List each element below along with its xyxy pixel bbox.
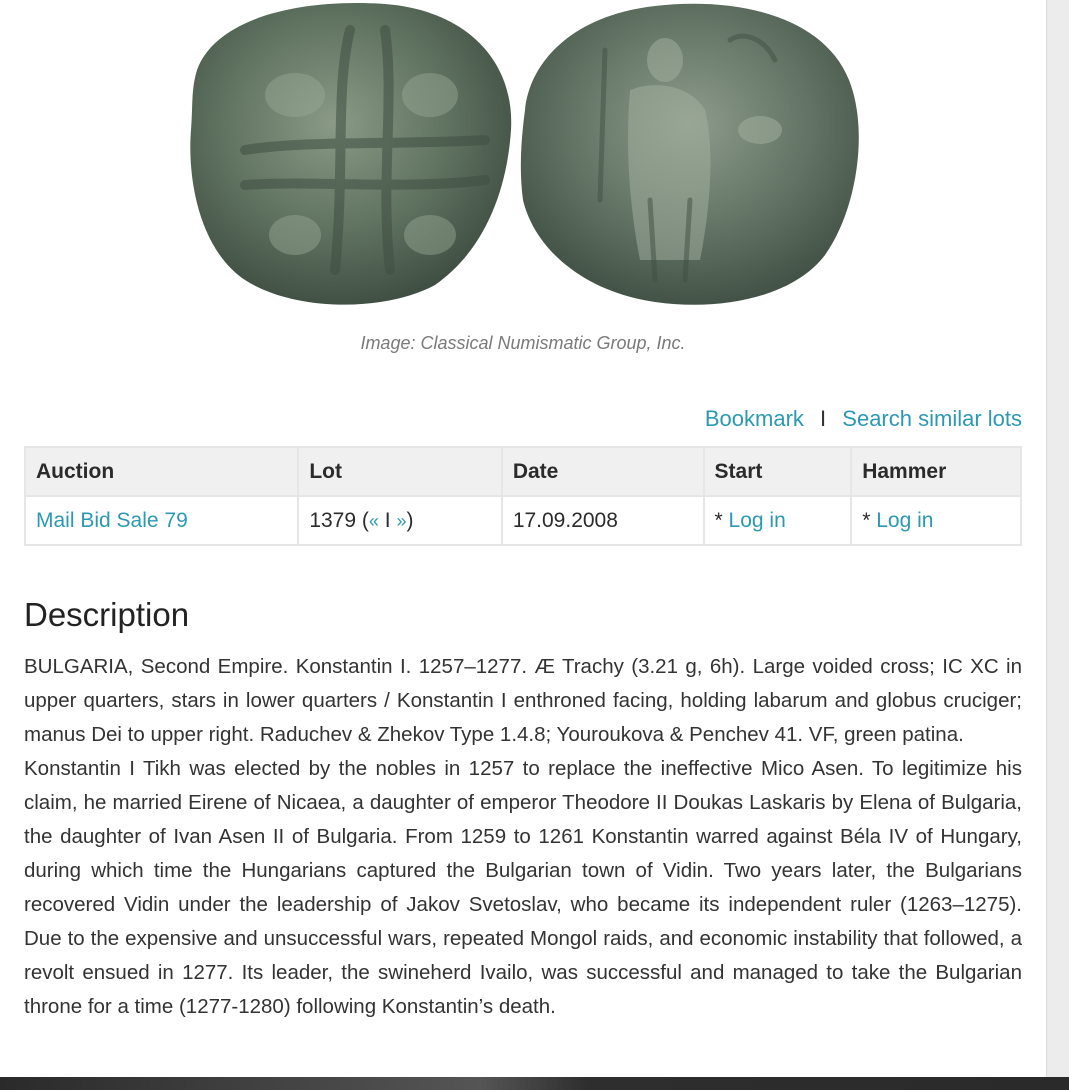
description-heading: Description bbox=[24, 596, 190, 633]
start-cell bbox=[704, 496, 852, 545]
previous-lot-link[interactable]: « bbox=[368, 510, 379, 531]
column-header-lot: Lot bbox=[298, 447, 501, 496]
table-header-row bbox=[25, 447, 1021, 496]
start-login-link[interactable]: Log in bbox=[728, 508, 786, 532]
search-similar-lots-link[interactable]: Search similar lots bbox=[842, 406, 1022, 431]
coin-photo bbox=[185, 0, 865, 310]
lot-nav-separator: I bbox=[384, 508, 391, 532]
hammer-asterisk: * bbox=[862, 508, 871, 532]
right-sidebar-edge bbox=[1046, 0, 1069, 1090]
description-paragraph-2: Konstantin I Tikh was elected by the nobles in 1257 to replace the ineffective Mico Asen. To legitimize his claim, he married Eirene of Nicaea, a daughter of emperor Theodore II Doukas Laskaris by Elena of Bulgaria, the daughter of Ivan Asen II of Bulgaria. From 1259 to 1261 Konstantin warred against Béla IV of Hungary, during which time the Hungarians captured the Bulgarian town of Vidin. Two years later, the Bulgarians recovered Vidin under the leadership of Jakov Svetoslav, who became its independent ruler (1263–1275). Due to the expensive and unsuccessful wars, repeated Mongol raids, and economic instability that followed, a revolt ensued in 1277. Its leader, the swineherd Ivailo, was successful and managed to take the Bulgarian throne for a time (1277-1280) following Konstantin’s death. bbox=[24, 757, 1022, 1018]
start-asterisk: * bbox=[714, 508, 723, 532]
auction-cell bbox=[25, 496, 298, 545]
auction-table bbox=[24, 446, 1022, 546]
date-cell: 17.09.2008 bbox=[502, 496, 704, 545]
column-header-auction: Auction bbox=[25, 447, 298, 496]
description-paragraph-1: BULGARIA, Second Empire. Konstantin I. 1257–1277. Æ Trachy (3.21 g, 6h). Large voided cross; IC XC in upper quarters, stars in lower quarters / Konstantin I enthroned facing, holding labarum and globus cruciger; manus Dei to upper right. Raduchev & Zhekov Type 1.4.8; Youroukova & Penchev 41. VF, green patina. bbox=[24, 655, 1022, 746]
bookmark-link[interactable]: Bookmark bbox=[704, 406, 804, 431]
image-caption: Image: Classical Numismatic Group, Inc. bbox=[360, 333, 686, 353]
column-header-hammer: Hammer bbox=[851, 447, 1021, 496]
column-header-start: Start bbox=[704, 447, 852, 496]
lot-paren-open: ( bbox=[361, 508, 369, 532]
lot-cell bbox=[298, 496, 501, 545]
actions-separator: I bbox=[820, 406, 827, 431]
column-header-date: Date bbox=[502, 447, 704, 496]
lot-actions bbox=[705, 406, 1022, 432]
coin-image[interactable] bbox=[185, 0, 865, 310]
next-lot-link[interactable]: » bbox=[396, 510, 407, 531]
table-row bbox=[25, 496, 1021, 545]
hammer-login-link[interactable]: Log in bbox=[876, 508, 934, 532]
lot-number: 1379 bbox=[309, 508, 357, 532]
bottom-footer-bar bbox=[0, 1077, 1069, 1090]
hammer-cell bbox=[851, 496, 1021, 545]
lot-paren-close: ) bbox=[406, 508, 414, 532]
auction-link[interactable]: Mail Bid Sale 79 bbox=[36, 508, 188, 532]
description-body bbox=[24, 650, 1022, 1024]
